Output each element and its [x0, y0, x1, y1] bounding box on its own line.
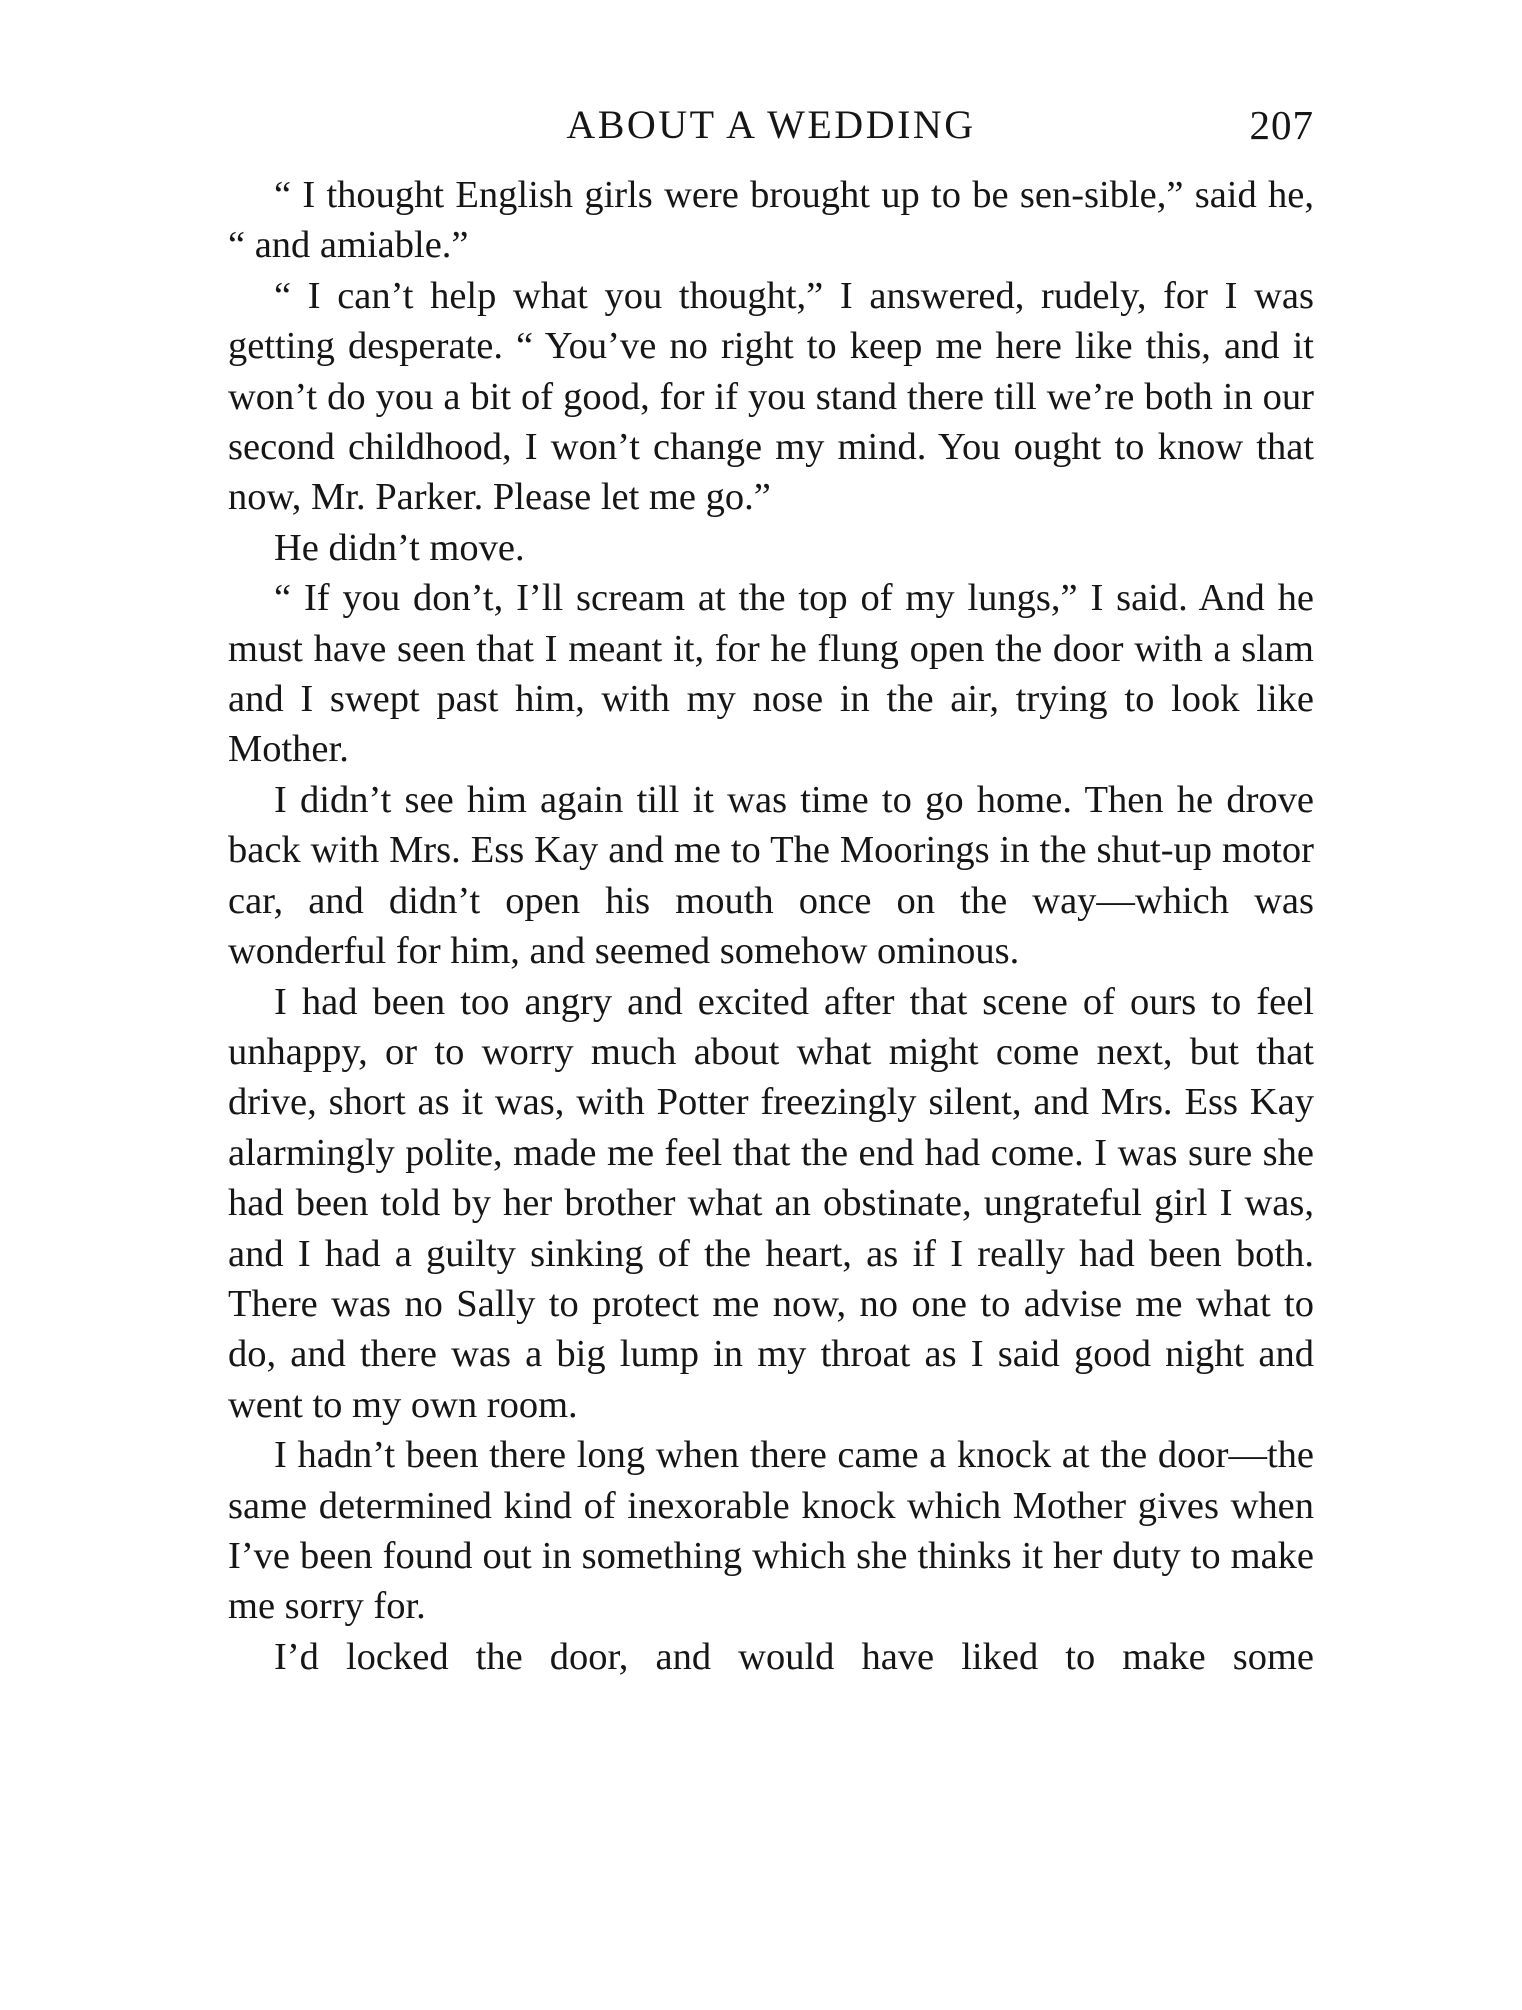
paragraph-6: I had been too angry and excited after that scene of ours to feel unhappy, or to worry much about what might come next, but that drive, short as it was, with Potter freezingly silent, and Mrs. Ess Kay alarmingly polite, made me feel that the end had come. I was sure she had been told by her brother what an obstinate, ungrateful girl I was, and I had a guilty sinking of the heart, as if I really had been both. There was no Sally to protect me now, no one to advise me what to do, and there was a big lump in my throat as I said good night and went to my own room. [228, 980, 1314, 1426]
paragraph-5: I didn’t see him again till it was time to go home. Then he drove back with Mrs. Ess Kay and me to The Moorings in the shut-up motor car, and didn’t open his mouth once on the way—which was wonderful for him, and seemed somehow ominous. [228, 778, 1314, 973]
paragraph-1: “ I thought English girls were brought up to be sen-sible,” said he, “ and amiable.” [228, 174, 1314, 267]
page-number: 207 [1249, 102, 1314, 148]
running-head [228, 98, 1314, 152]
paragraph-7: I hadn’t been there long when there came a knock at the door—the same determined kind of inexorable knock which Mother gives when I’ve been found out in something which she thinks it her duty to make me sorry for. [228, 1434, 1314, 1628]
body-text [228, 170, 1314, 1682]
paragraph-8: I’d locked the door, and would have liked to make some [274, 1635, 1314, 1678]
paragraph-4: “ If you don’t, I’ll scream at the top of my lungs,” I said. And he must have seen that I meant it, for he flung open the door with a slam and I swept past him, with my nose in the air, trying to look like Mother. [228, 577, 1314, 771]
paragraph-3: He didn’t move. [274, 526, 525, 569]
paragraph-2: “ I can’t help what you thought,” I answered, rudely, for I was getting desperate. “ You’ve no right to keep me here like this, and it won’t do you a bit of good, for if you stand there till we’re both in our second childhood, I won’t change my mind. You ought to know that now, Mr. Parker. Please let me go.” [228, 274, 1314, 519]
running-title: ABOUT A WEDDING [566, 102, 976, 147]
